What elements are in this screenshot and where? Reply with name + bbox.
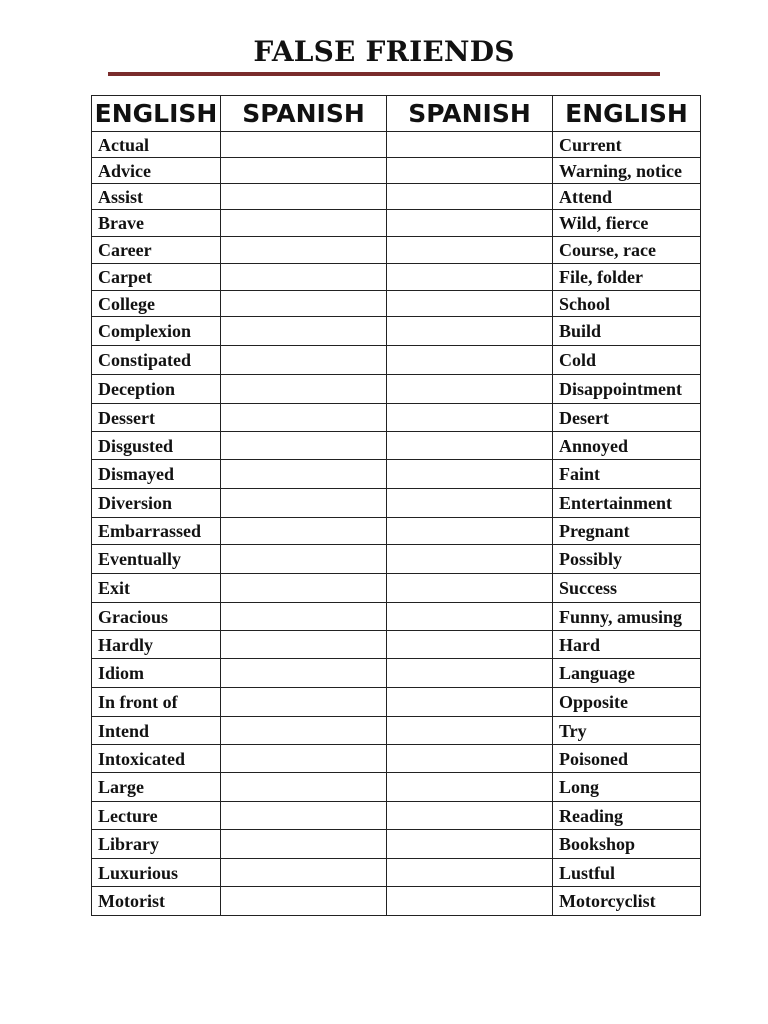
english-word: Dismayed xyxy=(92,460,221,489)
spanish-blank-left[interactable] xyxy=(221,773,387,802)
english-meaning: Faint xyxy=(553,460,701,489)
spanish-blank-right[interactable] xyxy=(387,688,553,717)
spanish-blank-right[interactable] xyxy=(387,317,553,346)
false-friends-table xyxy=(91,95,701,916)
spanish-blank-right[interactable] xyxy=(387,545,553,574)
table-row xyxy=(92,375,701,404)
spanish-blank-right[interactable] xyxy=(387,264,553,291)
english-word: Disgusted xyxy=(92,432,221,460)
english-meaning: Wild, fierce xyxy=(553,210,701,237)
english-meaning: Hard xyxy=(553,631,701,659)
english-meaning: File, folder xyxy=(553,264,701,291)
spanish-blank-left[interactable] xyxy=(221,887,387,916)
spanish-blank-right[interactable] xyxy=(387,717,553,745)
english-word: Dessert xyxy=(92,404,221,432)
spanish-blank-left[interactable] xyxy=(221,132,387,158)
english-word: Hardly xyxy=(92,631,221,659)
header-row xyxy=(92,96,701,132)
english-word: Embarrassed xyxy=(92,518,221,545)
spanish-blank-right[interactable] xyxy=(387,432,553,460)
spanish-blank-left[interactable] xyxy=(221,745,387,773)
spanish-blank-right[interactable] xyxy=(387,210,553,237)
spanish-blank-left[interactable] xyxy=(221,404,387,432)
spanish-blank-right[interactable] xyxy=(387,489,553,518)
spanish-blank-left[interactable] xyxy=(221,717,387,745)
spanish-blank-right[interactable] xyxy=(387,773,553,802)
english-word: Actual xyxy=(92,132,221,158)
table-row xyxy=(92,264,701,291)
spanish-blank-left[interactable] xyxy=(221,545,387,574)
english-word: In front of xyxy=(92,688,221,717)
english-meaning: Possibly xyxy=(553,545,701,574)
spanish-blank-left[interactable] xyxy=(221,460,387,489)
english-meaning: Pregnant xyxy=(553,518,701,545)
spanish-blank-left[interactable] xyxy=(221,158,387,184)
table-row xyxy=(92,432,701,460)
page-title: FALSE FRIENDS xyxy=(253,35,515,68)
table-row xyxy=(92,773,701,802)
english-meaning: Lustful xyxy=(553,859,701,887)
english-meaning: Entertainment xyxy=(553,489,701,518)
table-row xyxy=(92,717,701,745)
word-rows xyxy=(92,132,701,916)
english-meaning: Current xyxy=(553,132,701,158)
table-row xyxy=(92,887,701,916)
table-row xyxy=(92,346,701,375)
spanish-blank-right[interactable] xyxy=(387,859,553,887)
spanish-blank-right[interactable] xyxy=(387,745,553,773)
spanish-blank-left[interactable] xyxy=(221,659,387,688)
spanish-blank-right[interactable] xyxy=(387,404,553,432)
spanish-blank-right[interactable] xyxy=(387,158,553,184)
spanish-blank-left[interactable] xyxy=(221,432,387,460)
english-word: Eventually xyxy=(92,545,221,574)
english-meaning: Warning, notice xyxy=(553,158,701,184)
english-word: Library xyxy=(92,830,221,859)
table-row xyxy=(92,132,701,158)
spanish-blank-left[interactable] xyxy=(221,237,387,264)
spanish-blank-left[interactable] xyxy=(221,603,387,631)
table-row xyxy=(92,603,701,631)
spanish-blank-right[interactable] xyxy=(387,460,553,489)
english-meaning: Try xyxy=(553,717,701,745)
spanish-blank-left[interactable] xyxy=(221,184,387,210)
english-meaning: Motorcyclist xyxy=(553,887,701,916)
english-word: Luxurious xyxy=(92,859,221,887)
table-row xyxy=(92,631,701,659)
spanish-blank-left[interactable] xyxy=(221,210,387,237)
spanish-blank-right[interactable] xyxy=(387,887,553,916)
spanish-blank-right[interactable] xyxy=(387,802,553,830)
english-word: Motorist xyxy=(92,887,221,916)
spanish-blank-right[interactable] xyxy=(387,291,553,317)
english-word: Advice xyxy=(92,158,221,184)
english-meaning: Bookshop xyxy=(553,830,701,859)
spanish-blank-right[interactable] xyxy=(387,659,553,688)
spanish-blank-left[interactable] xyxy=(221,574,387,603)
spanish-blank-right[interactable] xyxy=(387,375,553,404)
english-word: Career xyxy=(92,237,221,264)
english-meaning: Success xyxy=(553,574,701,603)
english-word: Diversion xyxy=(92,489,221,518)
spanish-blank-left[interactable] xyxy=(221,688,387,717)
title-underline xyxy=(108,72,660,76)
spanish-blank-right[interactable] xyxy=(387,346,553,375)
header-english-right: ENGLISH xyxy=(553,96,701,132)
table-row xyxy=(92,489,701,518)
spanish-blank-left[interactable] xyxy=(221,802,387,830)
table-row xyxy=(92,460,701,489)
english-word: Gracious xyxy=(92,603,221,631)
english-meaning: Build xyxy=(553,317,701,346)
spanish-blank-right[interactable] xyxy=(387,184,553,210)
english-word: Assist xyxy=(92,184,221,210)
spanish-blank-left[interactable] xyxy=(221,291,387,317)
english-meaning: School xyxy=(553,291,701,317)
spanish-blank-right[interactable] xyxy=(387,830,553,859)
table-row xyxy=(92,802,701,830)
english-meaning: Desert xyxy=(553,404,701,432)
header-english-left: ENGLISH xyxy=(92,96,221,132)
english-word: Constipated xyxy=(92,346,221,375)
spanish-blank-left[interactable] xyxy=(221,317,387,346)
english-meaning: Reading xyxy=(553,802,701,830)
table-row xyxy=(92,184,701,210)
spanish-blank-left[interactable] xyxy=(221,375,387,404)
english-word: Idiom xyxy=(92,659,221,688)
english-word: Lecture xyxy=(92,802,221,830)
table-row xyxy=(92,210,701,237)
spanish-blank-right[interactable] xyxy=(387,237,553,264)
spanish-blank-left[interactable] xyxy=(221,859,387,887)
english-word: Intend xyxy=(92,717,221,745)
spanish-blank-right[interactable] xyxy=(387,631,553,659)
table-row xyxy=(92,545,701,574)
english-meaning: Poisoned xyxy=(553,745,701,773)
english-meaning: Annoyed xyxy=(553,432,701,460)
spanish-blank-left[interactable] xyxy=(221,489,387,518)
english-meaning: Long xyxy=(553,773,701,802)
english-word: College xyxy=(92,291,221,317)
spanish-blank-right[interactable] xyxy=(387,132,553,158)
table-row xyxy=(92,830,701,859)
english-word: Complexion xyxy=(92,317,221,346)
english-word: Large xyxy=(92,773,221,802)
table-row xyxy=(92,317,701,346)
table-row xyxy=(92,404,701,432)
english-word: Brave xyxy=(92,210,221,237)
spanish-blank-right[interactable] xyxy=(387,518,553,545)
spanish-blank-left[interactable] xyxy=(221,346,387,375)
spanish-blank-left[interactable] xyxy=(221,264,387,291)
table-row xyxy=(92,518,701,545)
spanish-blank-right[interactable] xyxy=(387,574,553,603)
english-word: Intoxicated xyxy=(92,745,221,773)
table-row xyxy=(92,291,701,317)
table-row xyxy=(92,745,701,773)
english-meaning: Attend xyxy=(553,184,701,210)
spanish-blank-left[interactable] xyxy=(221,631,387,659)
table-row xyxy=(92,859,701,887)
header-spanish-left: SPANISH xyxy=(221,96,387,132)
english-meaning: Course, race xyxy=(553,237,701,264)
english-word: Carpet xyxy=(92,264,221,291)
table-row xyxy=(92,688,701,717)
english-meaning: Disappointment xyxy=(553,375,701,404)
table-row xyxy=(92,237,701,264)
english-meaning: Funny, amusing xyxy=(553,603,701,631)
table-row xyxy=(92,574,701,603)
spanish-blank-left[interactable] xyxy=(221,830,387,859)
table-row xyxy=(92,659,701,688)
header-spanish-right: SPANISH xyxy=(387,96,553,132)
table-row xyxy=(92,158,701,184)
english-meaning: Opposite xyxy=(553,688,701,717)
english-word: Exit xyxy=(92,574,221,603)
english-meaning: Language xyxy=(553,659,701,688)
english-meaning: Cold xyxy=(553,346,701,375)
english-word: Deception xyxy=(92,375,221,404)
spanish-blank-right[interactable] xyxy=(387,603,553,631)
spanish-blank-left[interactable] xyxy=(221,518,387,545)
